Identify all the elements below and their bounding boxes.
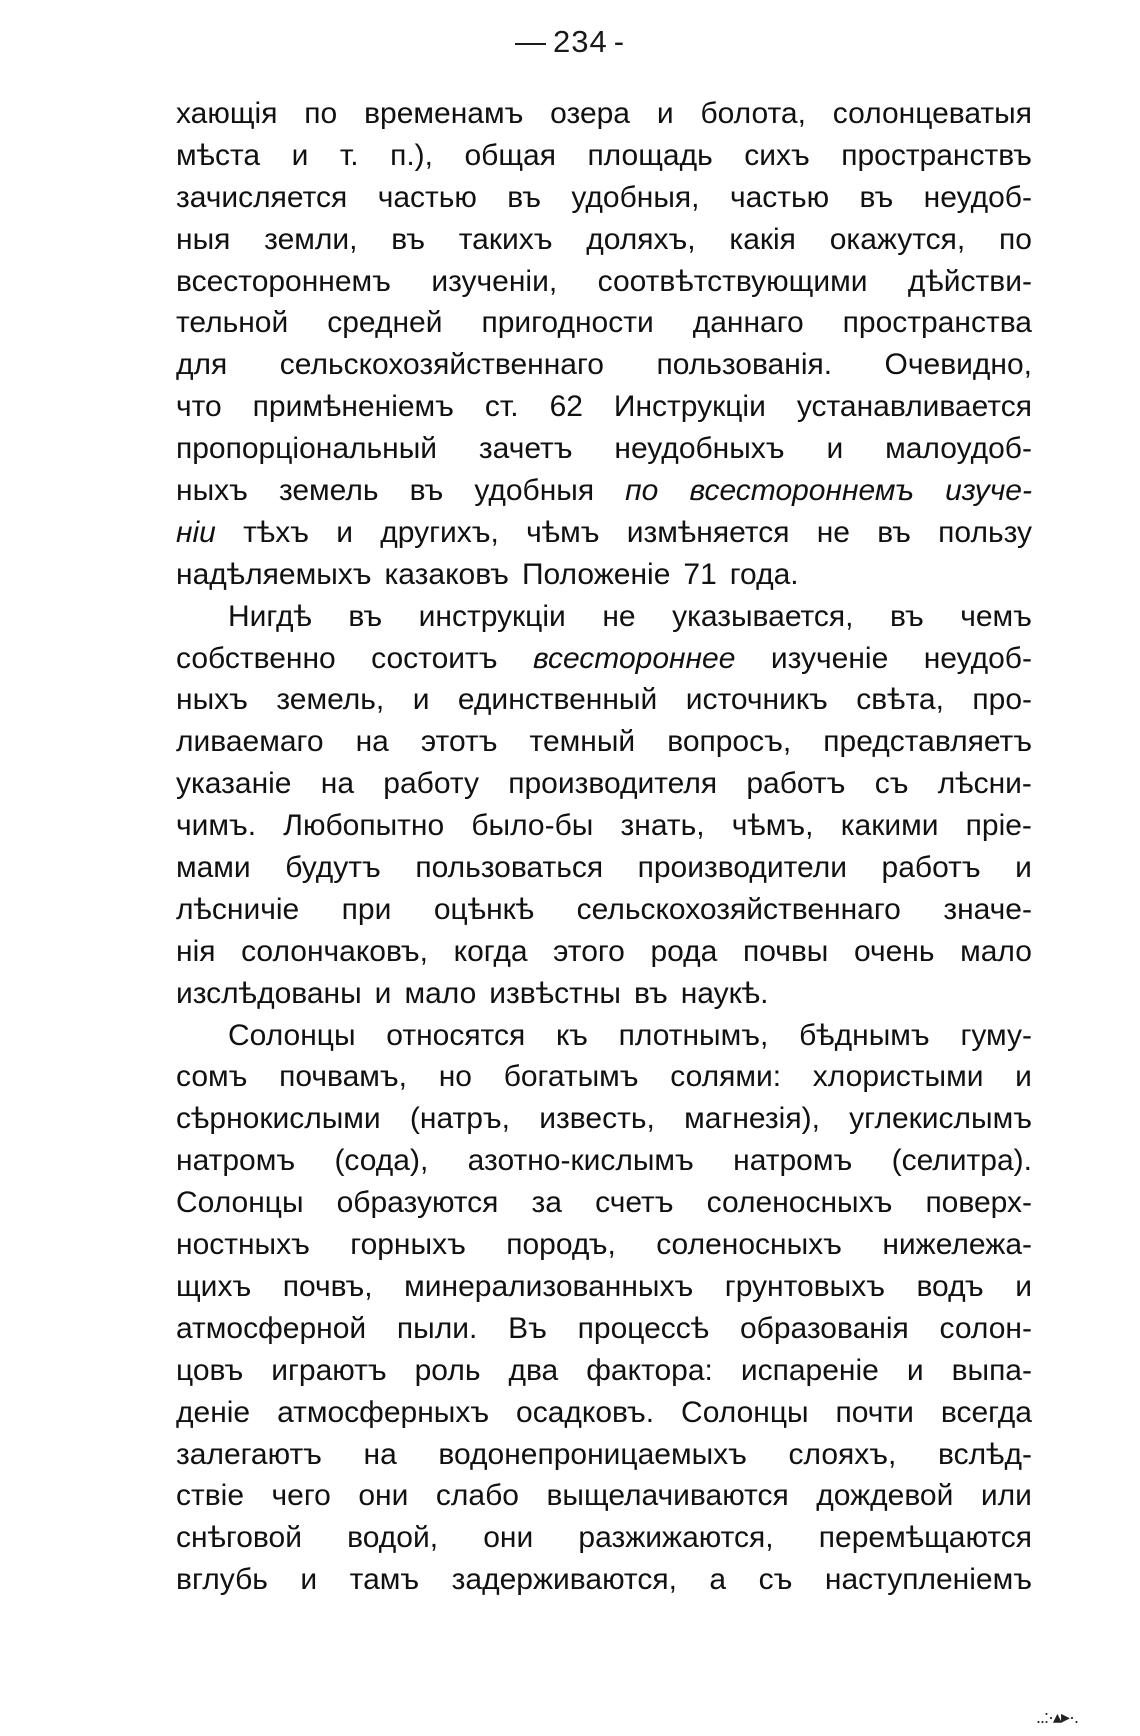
word: атмосферной bbox=[176, 1311, 367, 1345]
word: указывается, bbox=[672, 599, 854, 633]
word: было-бы bbox=[471, 809, 594, 843]
page-number-suffix: - bbox=[613, 24, 626, 59]
word: но bbox=[438, 1060, 472, 1094]
word: солон- bbox=[939, 1311, 1032, 1345]
word: мало bbox=[960, 934, 1032, 968]
word: водонепроницаемыхъ bbox=[438, 1437, 747, 1471]
word: состоитъ bbox=[371, 641, 498, 675]
word: Нигдѣ bbox=[228, 599, 312, 633]
text-line bbox=[176, 1392, 1032, 1434]
word: временамъ bbox=[364, 97, 524, 130]
word: окажутся, bbox=[829, 222, 966, 256]
word: и bbox=[412, 683, 430, 717]
word: собственно bbox=[176, 641, 336, 675]
word: соленосныхъ bbox=[706, 1186, 893, 1220]
word: чимъ. bbox=[176, 809, 257, 843]
word: года. bbox=[729, 557, 799, 591]
word: вглубь bbox=[176, 1563, 268, 1597]
word: наступленіемъ bbox=[824, 1563, 1032, 1597]
word: образуются bbox=[336, 1186, 499, 1220]
text-line bbox=[176, 1434, 1032, 1476]
word: земель bbox=[278, 474, 379, 508]
word: доляхъ, bbox=[586, 222, 696, 256]
word: лѣсни- bbox=[937, 767, 1032, 801]
word: пыли. bbox=[396, 1311, 478, 1345]
word: задерживаются, bbox=[451, 1563, 677, 1597]
word: хающія bbox=[176, 97, 278, 130]
text-line bbox=[176, 93, 1032, 135]
word: дождевой bbox=[816, 1479, 954, 1513]
word: про- bbox=[972, 683, 1032, 717]
word: почвы bbox=[742, 934, 829, 968]
word: натромъ bbox=[733, 1144, 853, 1178]
word: мѣста bbox=[176, 138, 261, 172]
word: и bbox=[826, 432, 844, 466]
text-line bbox=[176, 177, 1032, 219]
word: не bbox=[602, 599, 636, 633]
word: съ bbox=[874, 767, 909, 801]
word: пользу bbox=[938, 515, 1032, 549]
word: счетъ bbox=[595, 1186, 674, 1220]
text-line bbox=[176, 1266, 1032, 1308]
word: указаніе bbox=[176, 767, 292, 801]
word: изученіе bbox=[770, 641, 889, 675]
word: атмосферныхъ bbox=[277, 1395, 490, 1429]
word: на bbox=[355, 725, 389, 759]
word: надѣляемыхъ bbox=[176, 557, 372, 591]
word: при bbox=[341, 892, 392, 926]
word: два bbox=[508, 1353, 559, 1387]
word: наукѣ. bbox=[680, 976, 769, 1010]
word: осадковъ. bbox=[516, 1395, 655, 1429]
page-number bbox=[0, 24, 1140, 60]
word: частью bbox=[729, 180, 830, 214]
text-line bbox=[176, 428, 1032, 470]
page-number-prefix: — bbox=[514, 24, 547, 59]
word: выщелачиваются bbox=[546, 1479, 789, 1513]
word: ствіе bbox=[176, 1479, 245, 1513]
word: чего bbox=[271, 1479, 331, 1513]
word: т. bbox=[339, 138, 359, 172]
word: по bbox=[625, 474, 659, 508]
word: солями: bbox=[670, 1060, 782, 1094]
text-line bbox=[176, 386, 1032, 428]
word: и bbox=[291, 138, 309, 172]
word: солонцеватыя bbox=[832, 97, 1032, 130]
text-line bbox=[176, 1140, 1032, 1182]
word: магнезія), bbox=[684, 1102, 820, 1136]
word: рода bbox=[650, 934, 718, 968]
text-line bbox=[176, 219, 1032, 261]
word: выпа- bbox=[951, 1353, 1032, 1387]
word: какія bbox=[729, 222, 796, 256]
text-line bbox=[176, 1475, 1032, 1517]
word: будутъ bbox=[285, 851, 381, 885]
word: Любопытно bbox=[283, 809, 445, 843]
word: Солонцы bbox=[681, 1395, 809, 1429]
word: и bbox=[1015, 1060, 1032, 1094]
word: ст. bbox=[484, 390, 519, 424]
word: прiе- bbox=[965, 809, 1032, 843]
word: и bbox=[336, 515, 353, 549]
word: слояхъ, bbox=[788, 1437, 897, 1471]
word: другихъ, bbox=[380, 515, 499, 549]
word: цовъ bbox=[176, 1353, 244, 1387]
word: казаковъ bbox=[384, 557, 509, 591]
word: Въ bbox=[508, 1311, 547, 1345]
word: сомъ bbox=[176, 1060, 248, 1094]
text-line bbox=[176, 805, 1032, 847]
word: ныхъ bbox=[176, 683, 248, 717]
word: свѣта, bbox=[856, 683, 944, 717]
word: нія bbox=[176, 934, 216, 968]
word: въ bbox=[634, 976, 668, 1010]
word: солончаковъ, bbox=[241, 934, 429, 968]
word: ностныхъ bbox=[176, 1228, 310, 1262]
word: (сода), bbox=[334, 1144, 429, 1178]
word: они bbox=[358, 1479, 409, 1513]
word: Солонцы bbox=[176, 1186, 304, 1220]
word: малоудоб- bbox=[885, 432, 1032, 466]
word: разжижаются, bbox=[578, 1521, 774, 1555]
word: и bbox=[300, 1563, 318, 1597]
text-line bbox=[176, 679, 1032, 721]
word: всестороннемъ bbox=[689, 474, 915, 508]
word: знать, bbox=[620, 809, 705, 843]
word: перемѣщаются bbox=[818, 1521, 1032, 1555]
text-line bbox=[176, 302, 1032, 344]
word: играютъ bbox=[271, 1353, 387, 1387]
word: пользованія. bbox=[656, 348, 833, 382]
word: работъ bbox=[881, 851, 981, 885]
word: углекислымъ bbox=[849, 1102, 1032, 1136]
word: тамъ bbox=[349, 1563, 420, 1597]
word: пользоваться bbox=[415, 851, 604, 885]
text-line bbox=[176, 261, 1032, 303]
word: водъ bbox=[916, 1269, 984, 1303]
word: залегаютъ bbox=[176, 1437, 322, 1471]
text-line bbox=[176, 1182, 1032, 1224]
word: и bbox=[906, 1353, 924, 1387]
word: и bbox=[374, 976, 392, 1010]
text-line bbox=[176, 596, 1032, 638]
word: производители bbox=[637, 851, 847, 885]
word: водой, bbox=[347, 1521, 439, 1555]
word: на bbox=[363, 1437, 397, 1471]
word: въ bbox=[859, 180, 894, 214]
word: пропорціональный bbox=[176, 432, 438, 466]
word: и bbox=[1015, 1269, 1032, 1303]
text-line bbox=[176, 1350, 1032, 1392]
word: озера bbox=[550, 97, 630, 130]
text-line bbox=[176, 1517, 1032, 1559]
word: сельскохозяйственнаго bbox=[279, 348, 604, 382]
word: горныхъ bbox=[350, 1228, 466, 1262]
word: средней bbox=[327, 306, 443, 340]
text-line bbox=[176, 889, 1032, 931]
word: они bbox=[483, 1521, 534, 1555]
word: этотъ bbox=[420, 725, 498, 759]
word: сельскохозяйственнаго bbox=[576, 892, 901, 926]
word: известь, bbox=[539, 1102, 655, 1136]
word: работу bbox=[383, 767, 479, 801]
word: въ bbox=[409, 474, 444, 508]
word: чемъ bbox=[960, 599, 1032, 633]
word: плотнымъ, bbox=[618, 1018, 769, 1052]
word: по bbox=[304, 97, 338, 130]
word: относятся bbox=[386, 1018, 526, 1052]
word: гуму- bbox=[960, 1018, 1032, 1052]
word: 71 bbox=[683, 557, 717, 591]
word: болота, bbox=[700, 97, 806, 130]
word: щихъ bbox=[176, 1269, 252, 1303]
word: всегда bbox=[940, 1395, 1032, 1429]
text-line bbox=[176, 1559, 1032, 1601]
word: къ bbox=[555, 1018, 588, 1052]
word: (натръ, bbox=[409, 1102, 511, 1136]
word: земель, bbox=[276, 683, 385, 717]
word: извѣстны bbox=[489, 976, 621, 1010]
word: единственный bbox=[457, 683, 658, 717]
word: соотвѣтствующими bbox=[597, 264, 868, 298]
word: площадь bbox=[587, 138, 713, 172]
word: соленосныхъ bbox=[656, 1228, 842, 1262]
word: процессѣ bbox=[577, 1311, 710, 1345]
word: п.), bbox=[390, 138, 433, 172]
text-line bbox=[176, 1015, 1032, 1057]
word: роль bbox=[414, 1353, 481, 1387]
word: ныя bbox=[176, 222, 231, 256]
text-line bbox=[176, 1056, 1032, 1098]
word: ливаемаго bbox=[176, 725, 324, 759]
word: ніи bbox=[176, 515, 216, 549]
word: на bbox=[320, 767, 355, 801]
word: Солонцы bbox=[228, 1018, 356, 1052]
word: мало bbox=[404, 976, 477, 1010]
word: дѣйстви- bbox=[907, 264, 1032, 298]
word: а bbox=[709, 1563, 727, 1597]
word: неудобныхъ bbox=[614, 432, 785, 466]
word: богатымъ bbox=[503, 1060, 639, 1094]
word: пригодности bbox=[481, 306, 654, 340]
word: Очевидно, bbox=[884, 348, 1032, 382]
text-line bbox=[176, 1224, 1032, 1266]
word: инструкціи bbox=[418, 599, 566, 633]
word: общая bbox=[464, 138, 556, 172]
word: мами bbox=[176, 851, 251, 885]
word: въ bbox=[890, 599, 924, 633]
text-line bbox=[176, 638, 1032, 680]
word: устанавливается bbox=[796, 390, 1032, 424]
word: очень bbox=[853, 934, 935, 968]
word: тельной bbox=[176, 306, 289, 340]
word: лѣсничіе bbox=[176, 892, 300, 926]
word: неудоб- bbox=[923, 180, 1032, 214]
word: въ bbox=[507, 180, 541, 214]
word: хлористыми bbox=[812, 1060, 984, 1094]
word: оцѣнкѣ bbox=[433, 892, 535, 926]
word: всестороннемъ bbox=[176, 264, 391, 298]
text-line bbox=[176, 1098, 1032, 1140]
word: азотно-кислымъ bbox=[467, 1144, 694, 1178]
word: сихъ bbox=[744, 138, 810, 172]
text-line bbox=[176, 973, 1032, 1015]
word: породъ, bbox=[506, 1228, 616, 1262]
word: источникъ bbox=[685, 683, 828, 717]
word: ныхъ bbox=[176, 474, 248, 508]
word: изученіи, bbox=[431, 264, 558, 298]
word: испареніе bbox=[740, 1353, 879, 1387]
word: темный bbox=[529, 725, 636, 759]
word: этого bbox=[553, 934, 625, 968]
word: зачетъ bbox=[478, 432, 573, 466]
word: даннаго bbox=[692, 306, 804, 340]
word: и bbox=[656, 97, 674, 130]
word: значе- bbox=[943, 892, 1032, 926]
word: съ bbox=[758, 1563, 793, 1597]
word: сѣрнокислыми bbox=[176, 1102, 381, 1136]
word: вопросъ, bbox=[667, 725, 792, 759]
word: натромъ bbox=[176, 1144, 296, 1178]
word: Положеніе bbox=[521, 557, 671, 591]
word: пространства bbox=[842, 306, 1032, 340]
word: измѣняется bbox=[626, 515, 790, 549]
word: образованія bbox=[739, 1311, 909, 1345]
word: примѣненіемъ bbox=[252, 390, 454, 424]
word: чѣмъ, bbox=[731, 809, 814, 843]
text-line bbox=[176, 1308, 1032, 1350]
word: въ bbox=[391, 222, 425, 256]
word: представляетъ bbox=[823, 725, 1032, 759]
word: всестороннее bbox=[532, 641, 736, 675]
word: частью bbox=[377, 180, 477, 214]
text-line bbox=[176, 847, 1032, 889]
page-ornament: ..:·▴▸·. bbox=[1035, 1707, 1078, 1727]
word: минерализованныхъ bbox=[404, 1269, 694, 1303]
text-line bbox=[176, 344, 1032, 386]
word: деніе bbox=[176, 1395, 251, 1429]
text-line bbox=[176, 512, 1032, 554]
word: Инструкціи bbox=[613, 390, 766, 424]
text-line bbox=[176, 931, 1032, 973]
word: неудоб- bbox=[923, 641, 1032, 675]
word: для bbox=[176, 348, 228, 382]
word: не bbox=[816, 515, 850, 549]
word: поверх- bbox=[925, 1186, 1032, 1220]
word: почти bbox=[835, 1395, 914, 1429]
word: почвамъ, bbox=[279, 1060, 408, 1094]
word: грунтовыхъ bbox=[724, 1269, 885, 1303]
word: вслѣд- bbox=[938, 1437, 1032, 1471]
word: какими bbox=[840, 809, 939, 843]
word: изслѣдованы bbox=[176, 976, 362, 1010]
word: почвъ, bbox=[282, 1269, 373, 1303]
word: слабо bbox=[435, 1479, 519, 1513]
word: земли, bbox=[264, 222, 358, 256]
word: что bbox=[176, 390, 222, 424]
text-line bbox=[176, 470, 1032, 512]
text-line bbox=[176, 721, 1032, 763]
word: фактора: bbox=[586, 1353, 713, 1387]
word: или bbox=[980, 1479, 1032, 1513]
word: въ bbox=[877, 515, 911, 549]
word: чѣмъ bbox=[526, 515, 600, 549]
text-line bbox=[176, 135, 1032, 177]
word: 62 bbox=[549, 390, 583, 424]
word: въ bbox=[348, 599, 383, 633]
word: работъ bbox=[746, 767, 846, 801]
word: когда bbox=[453, 934, 528, 968]
word: удобныя bbox=[474, 474, 595, 508]
word: нижележа- bbox=[882, 1228, 1032, 1262]
page-number-value: 234 bbox=[552, 24, 608, 59]
word: изуче- bbox=[945, 474, 1032, 508]
word: за bbox=[531, 1186, 562, 1220]
word: (селитра). bbox=[891, 1144, 1032, 1178]
word: бѣднымъ bbox=[799, 1018, 930, 1052]
word: удобныя, bbox=[571, 180, 700, 214]
word: тѣхъ bbox=[243, 515, 309, 549]
word: по bbox=[999, 222, 1032, 256]
text-line bbox=[176, 554, 1032, 596]
word: такихъ bbox=[458, 222, 553, 256]
text-line bbox=[176, 763, 1032, 805]
word: пространствъ bbox=[841, 138, 1032, 172]
word: снѣговой bbox=[176, 1521, 302, 1555]
body-text bbox=[176, 93, 1032, 1601]
word: производителя bbox=[508, 767, 718, 801]
word: и bbox=[1015, 851, 1032, 885]
word: зачисляется bbox=[176, 180, 348, 214]
